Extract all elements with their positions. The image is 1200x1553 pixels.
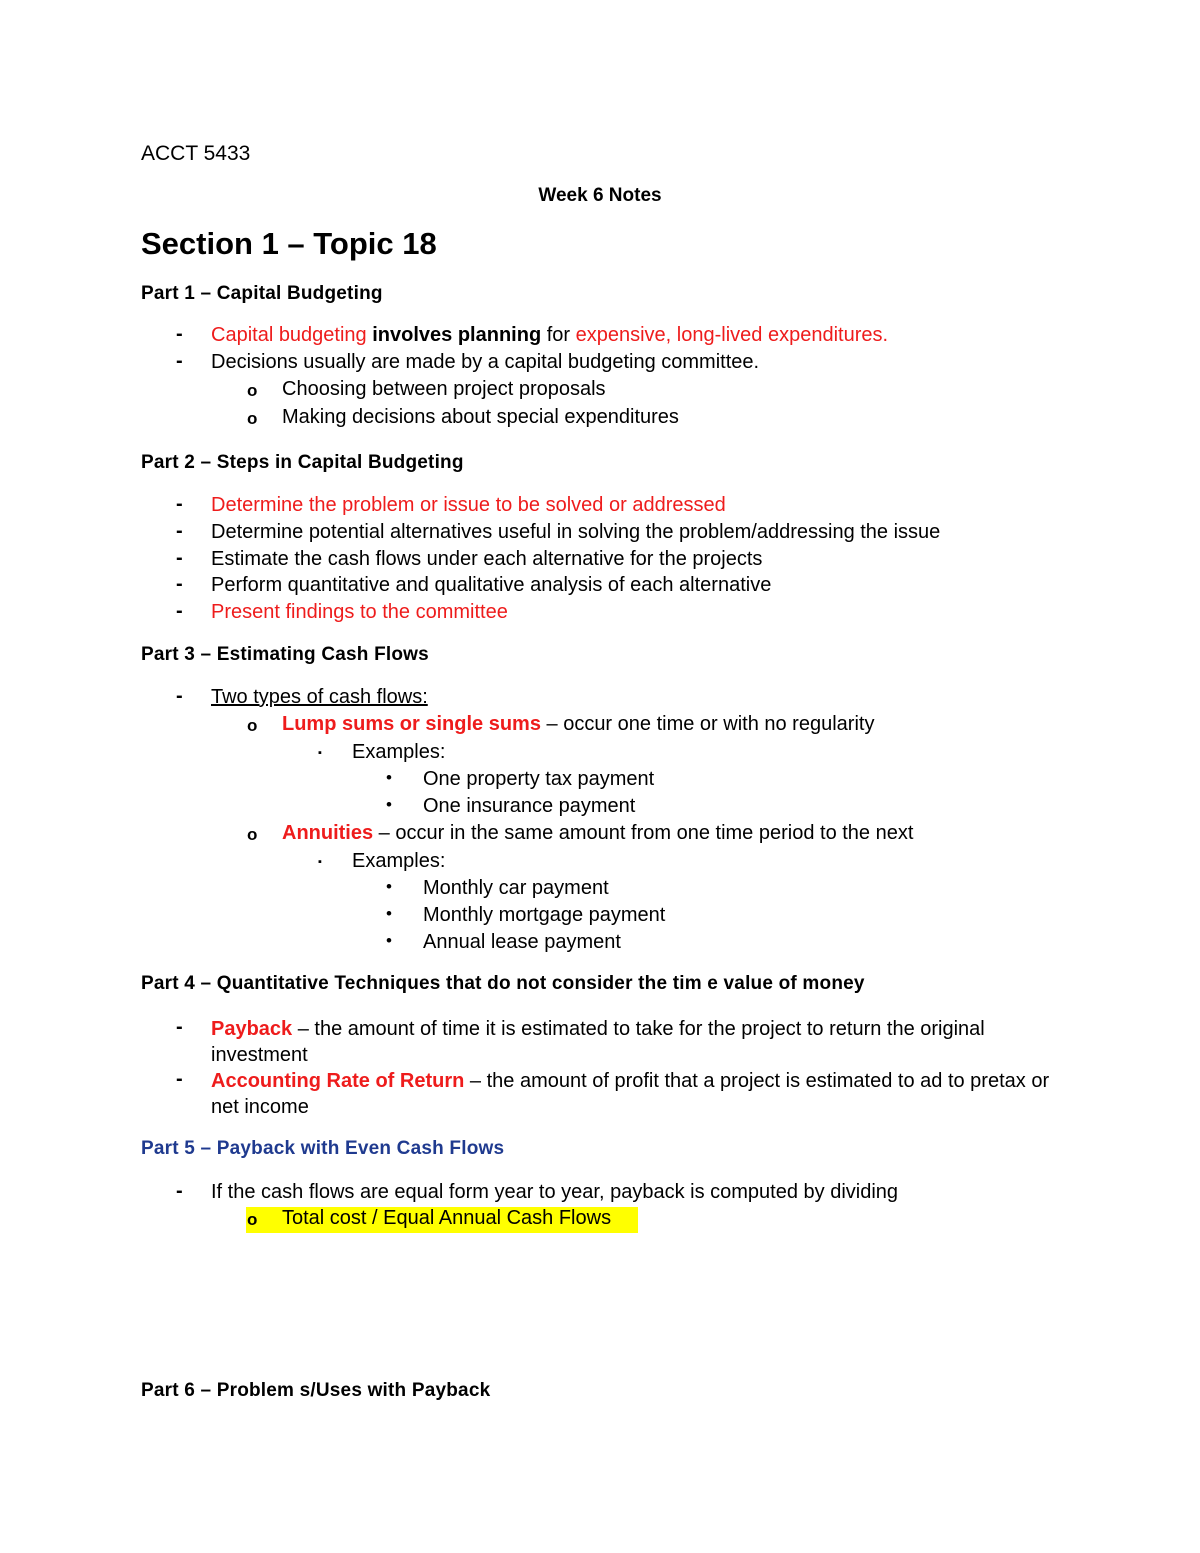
section-heading: Section 1 – Topic 18 [141, 226, 437, 261]
annuities-term: Annuities [282, 822, 374, 844]
lump-example-2: One insurance payment [423, 795, 636, 817]
round-bullet: • [386, 877, 392, 896]
lump-sums-item [282, 712, 874, 736]
arr-item [211, 1068, 1071, 1120]
part1-sub-1: Choosing between project proposals [282, 378, 606, 400]
circle-bullet: o [247, 381, 258, 400]
course-code: ACCT 5433 [141, 142, 251, 165]
arr-term: Accounting Rate of Return [211, 1070, 465, 1092]
part2-step-1: Determine the problem or issue to be solved or addressed [211, 494, 726, 516]
lump-sums-term: Lump sums or single sums [282, 713, 541, 735]
round-bullet: • [386, 795, 392, 814]
dash-bullet: - [176, 1068, 183, 1090]
round-bullet: • [386, 931, 392, 950]
dash-bullet: - [176, 547, 183, 569]
circle-bullet: o [247, 716, 258, 735]
part1-sub-2: Making decisions about special expenditures [282, 406, 679, 428]
dash-bullet: - [176, 573, 183, 595]
part1-bullet-2: Decisions usually are made by a capital budgeting committee. [211, 351, 760, 373]
part2-heading: Part 2 – Steps in Capital Budgeting [141, 452, 464, 473]
part6-heading: Part 6 – Problem s/Uses with Payback [141, 1380, 491, 1401]
part2-step-4: Perform quantitative and qualitative analysis of each alternative [211, 574, 772, 596]
square-bullet: ▪ [318, 856, 322, 868]
annuities-definition: – occur in the same amount from one time period to the next [373, 822, 914, 844]
circle-bullet: o [247, 1210, 258, 1229]
part2-step-2: Determine potential alternatives useful in solving the problem/addressing the issue [211, 521, 941, 543]
dash-bullet: - [176, 520, 183, 542]
examples-label: Examples: [352, 850, 446, 872]
part3-heading: Part 3 – Estimating Cash Flows [141, 644, 429, 665]
square-bullet: ▪ [318, 747, 322, 759]
lump-sums-definition: – occur one time or with no regularity [540, 713, 875, 735]
part1-bullet-1 [211, 323, 888, 347]
part1-heading: Part 1 – Capital Budgeting [141, 283, 383, 304]
part2-step-3: Estimate the cash flows under each alternative for the projects [211, 548, 763, 570]
dash-bullet: - [176, 685, 183, 707]
part5-line: If the cash flows are equal form year to year, payback is computed by dividing [211, 1181, 899, 1203]
round-bullet: • [386, 768, 392, 787]
part4-heading: Part 4 – Quantitative Techniques that do not consider the tim e value of money [141, 973, 865, 994]
payback-formula: Total cost / Equal Annual Cash Flows [282, 1207, 612, 1229]
page-title: Week 6 Notes [538, 185, 662, 206]
dash-bullet: - [176, 323, 183, 345]
annuity-example-2: Monthly mortgage payment [423, 904, 666, 926]
payback-term: Payback [211, 1018, 293, 1040]
capital-budgeting-term: Capital budgeting [211, 324, 367, 346]
circle-bullet: o [247, 825, 258, 844]
payback-item [211, 1016, 1071, 1068]
dash-bullet: - [176, 600, 183, 622]
dash-bullet: - [176, 1016, 183, 1038]
expenditures-text: expensive, long-lived expenditures. [575, 324, 889, 346]
dash-bullet: - [176, 350, 183, 372]
annuity-example-3: Annual lease payment [423, 931, 621, 953]
dash-bullet: - [176, 493, 183, 515]
payback-definition: – the amount of time it is estimated to take for the project to return the original investment [211, 1018, 985, 1066]
lump-example-1: One property tax payment [423, 768, 655, 790]
for-text: for [541, 324, 576, 346]
dash-bullet: - [176, 1180, 183, 1202]
examples-label: Examples: [352, 741, 446, 763]
annuity-example-1: Monthly car payment [423, 877, 609, 899]
involves-planning-text: involves planning [366, 324, 542, 346]
arr-definition: – the amount of profit that a project is estimated to ad to pretax or net income [211, 1070, 1050, 1118]
part5-heading: Part 5 – Payback with Even Cash Flows [141, 1138, 505, 1159]
circle-bullet: o [247, 409, 258, 428]
part2-step-5: Present findings to the committee [211, 601, 508, 623]
round-bullet: • [386, 904, 392, 923]
part3-intro: Two types of cash flows: [211, 686, 428, 708]
annuities-item [282, 821, 913, 845]
